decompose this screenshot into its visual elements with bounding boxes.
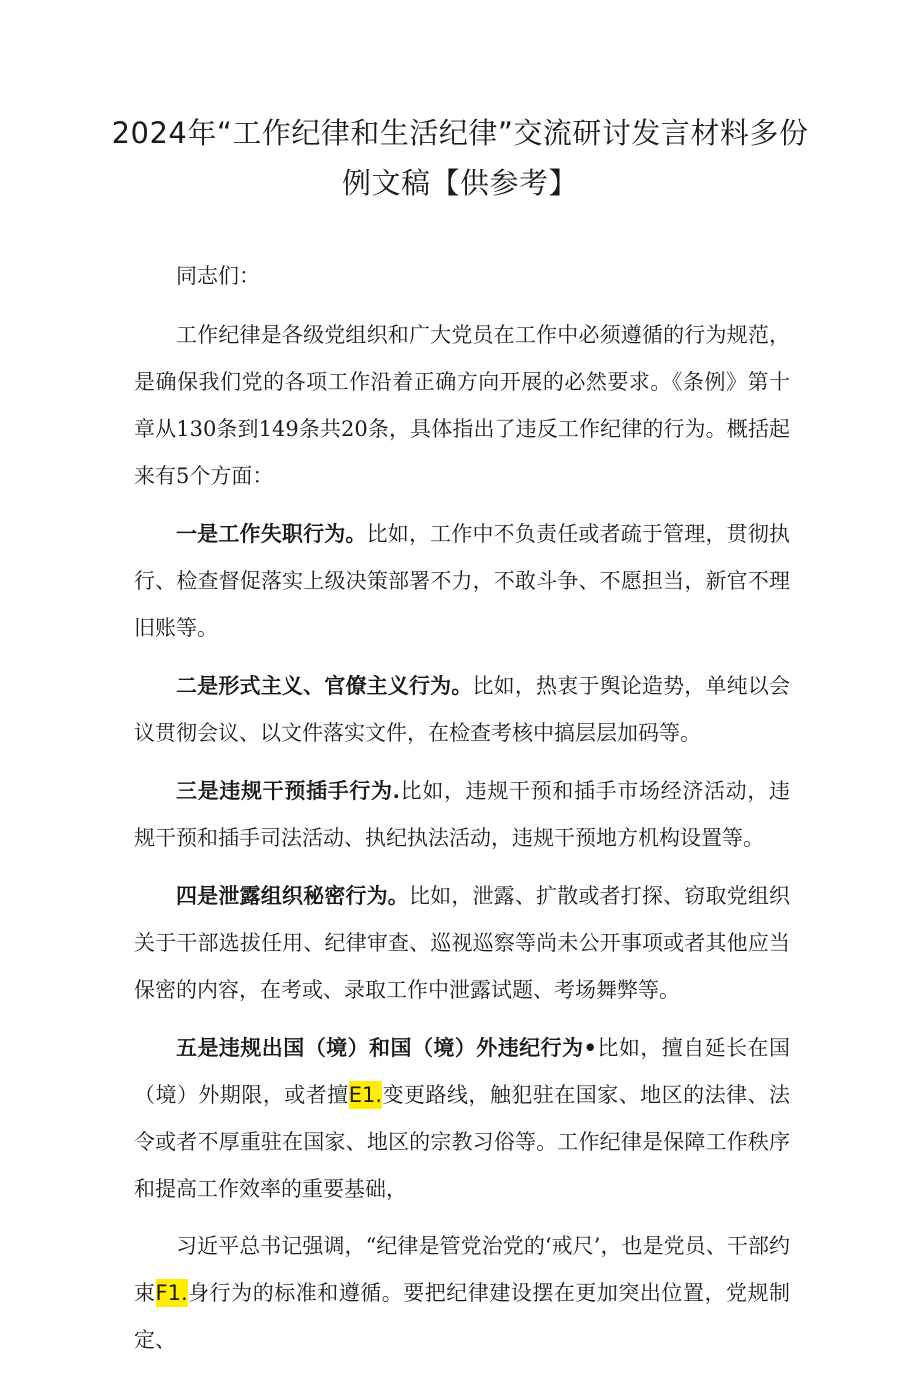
point-lead-2: 二是形式主义、官僚主义行为。 — [176, 673, 473, 698]
point-lead-5: 五是违规出国（境）和国（境）外违纪行为• — [176, 1035, 597, 1060]
point-paragraph-1 — [134, 510, 790, 652]
intro-paragraph: 工作纪律是各级党组织和广大党员在工作中必须遵循的行为规范，是确保我们党的各项工作沿着正确方向开展的必然要求。《条例》第十章从130条到149条共20条，具体指出了违反工作纪律的行为。概括起来有5个方面： — [134, 323, 790, 488]
point-paragraph-3 — [134, 767, 790, 862]
document-body — [134, 253, 790, 1374]
point-paragraph-4 — [134, 872, 790, 1014]
point-lead-1: 一是工作失职行为。 — [176, 521, 367, 546]
final-paragraph — [134, 1223, 790, 1364]
greeting: 同志们： — [176, 264, 260, 288]
highlight-marker-f1: F1. — [155, 1281, 188, 1305]
point-text-4: 比如，泄露、扩散或者打探、窃取党组织关于干部选拔任用、纪律审查、巡视巡察等尚未公开事项或者其他应当保密的内容，在考或、录取工作中泄露试题、考场舞弊等。 — [134, 884, 791, 1002]
point-text-2: 比如，热衷于舆论造势，单纯以会议贯彻会议、以文件落实文件，在检查考核中搞层层加码等。 — [134, 674, 790, 745]
point-text-5b: 变更路线，触犯驻在国家、地区的法律、法令或者不厚重驻在国家、地区的宗教习俗等。工作纪律是保障工作秩序和提高工作效率的重要基础， — [134, 1083, 791, 1201]
final-text-b: 身行为的标准和遵循。要把纪律建设摆在更加突出位置，党规制定、 — [134, 1281, 791, 1352]
point-lead-3: 三是违规干预插手行为. — [176, 778, 400, 803]
highlight-marker-e1: E1. — [348, 1083, 383, 1107]
point-lead-4: 四是泄露组织秘密行为。 — [176, 883, 409, 908]
final-text-a: 习近平总书记强调，“纪律是管党治党的‘戒尺’，也是党员、干部约束 — [134, 1234, 790, 1305]
point-text-5a: 比如，擅自延长在国（境）外期限，或者擅 — [134, 1036, 791, 1107]
point-text-3: 比如，违规干预和插手市场经济活动，违规干预和插手司法活动、执纪执法活动，违规干预地方机构设置等。 — [134, 779, 790, 850]
point-paragraph-5 — [134, 1024, 790, 1213]
document-title: 2024年“工作纪律和生活纪律”交流研讨发言材料多份例文稿【供参考】 — [111, 116, 809, 200]
point-text-1: 比如，工作中不负责任或者疏于管理，贯彻执行、检查督促落实上级决策部署不力，不敢斗争、不愿担当，新官不理旧账等。 — [134, 522, 791, 640]
point-paragraph-2 — [134, 662, 790, 757]
